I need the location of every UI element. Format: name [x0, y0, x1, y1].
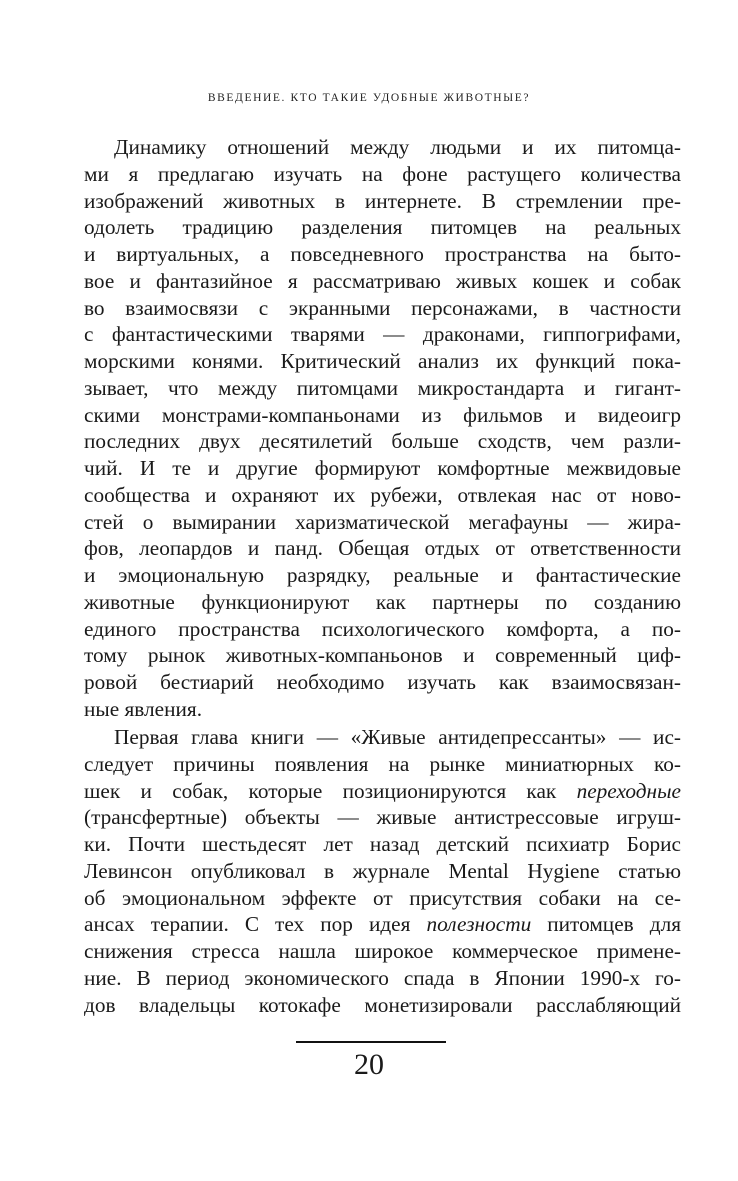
text-segment: об эмоциональном эффекте от присутствия собаки на се-: [84, 885, 681, 910]
text-segment: животные функционируют как партнеры по созданию: [84, 589, 681, 614]
text-line: [84, 241, 681, 268]
body-text: [84, 134, 681, 1018]
text-line: [84, 885, 681, 912]
text-line: [84, 321, 681, 348]
text-segment: ки. Почти шестьдесят лет назад детский психиатр Борис: [84, 832, 681, 856]
text-line: [84, 295, 681, 322]
text-segment: стей о вымирании харизматической мегафауны — жира-: [84, 509, 681, 534]
italic-text: переходные: [576, 778, 681, 803]
text-line: [84, 616, 681, 643]
text-line: [84, 724, 681, 751]
text-line: [84, 375, 681, 402]
text-line: [84, 696, 681, 723]
text-line: [84, 804, 681, 831]
text-line: [84, 482, 681, 509]
text-segment: и виртуальных, а повседневного пространства на быто-: [84, 242, 681, 266]
text-line: [84, 669, 681, 696]
text-line: [84, 348, 681, 375]
text-line: [84, 134, 681, 161]
page-number: 20: [354, 1048, 384, 1081]
text-segment: Левинсон опубликовал в журнале Mental Hygiene статью: [84, 858, 681, 883]
text-segment: зывает, что между питомцами микростандарта и гигант-: [84, 375, 681, 400]
footer-rule: [296, 1041, 446, 1043]
text-line: [84, 589, 681, 616]
text-segment: следует причины появления на рынке миниатюрных ко-: [84, 751, 681, 776]
text-line: [84, 911, 681, 938]
text-segment: ансах терапии. С тех пор идея: [84, 912, 427, 937]
text-line: [84, 535, 681, 562]
text-segment: скими монстрами-компаньонами из фильмов и видеоигр: [84, 402, 681, 427]
text-segment: морскими конями. Критический анализ их функций пока-: [84, 349, 681, 373]
text-line: [84, 509, 681, 536]
text-segment: с фантастическими тварями — драконами, гиппогрифами,: [84, 322, 681, 347]
italic-text: полезности: [426, 912, 532, 937]
paragraph: [84, 134, 681, 723]
text-line: [84, 965, 681, 992]
text-segment: последних двух десятилетий больше сходств, чем разли-: [84, 429, 681, 454]
text-segment: единого пространства психологического комфорта, а по-: [84, 616, 681, 641]
text-line: [84, 938, 681, 965]
text-line: [84, 642, 681, 669]
text-line: [84, 562, 681, 589]
text-line: [84, 402, 681, 429]
text-segment: и эмоциональную разрядку, реальные и фантастические: [84, 563, 681, 587]
text-line: [84, 751, 681, 778]
text-line: [84, 831, 681, 858]
text-line: [84, 268, 681, 295]
text-segment: сообщества и охраняют их рубежи, отвлекая нас от ново-: [84, 482, 681, 507]
paragraph: [84, 724, 681, 1018]
text-segment: чий. И те и другие формируют комфортные межвидовые: [84, 456, 681, 480]
text-segment: тому рынок животных-компаньонов и современный циф-: [84, 643, 681, 668]
text-segment: Динамику отношений между людьми и их питомца-: [114, 135, 681, 159]
text-line: [84, 992, 681, 1019]
text-segment: во взаимосвязи с экранными персонажами, в частности: [84, 295, 681, 320]
text-segment: ние. В период экономического спада в Японии 1990-х го-: [84, 965, 681, 990]
text-segment: ми я предлагаю изучать на фоне растущего количества: [84, 161, 681, 186]
text-segment: вое и фантазийное я рассматриваю живых кошек и собак: [84, 268, 681, 293]
text-line: [84, 428, 681, 455]
text-segment: дов владельцы котокафе монетизировали расслабляющий: [84, 992, 681, 1017]
text-segment: (трансфертные) объекты — живые антистрессовые игруш-: [84, 805, 681, 830]
text-line: [84, 858, 681, 885]
running-head: ВВЕДЕНИЕ. КТО ТАКИЕ УДОБНЫЕ ЖИВОТНЫЕ?: [207, 92, 531, 104]
text-segment: Первая глава книги — «Живые антидепрессанты» — ис-: [114, 725, 681, 749]
text-segment: шек и собак, которые позиционируются как: [84, 778, 577, 803]
text-segment: ные явления.: [84, 696, 203, 721]
text-segment: одолеть традицию разделения питомцев на реальных: [84, 215, 681, 240]
text-segment: изображений животных в интернете. В стремлении пре-: [84, 188, 681, 213]
text-line: [84, 214, 681, 241]
text-line: [84, 188, 681, 215]
text-segment: ровой бестиарий необходимо изучать как взаимосвязан-: [84, 670, 681, 694]
text-segment: питомцев для: [531, 912, 682, 937]
text-segment: снижения стресса нашла широкое коммерческое примене-: [84, 939, 681, 963]
text-line: [84, 161, 681, 188]
text-line: [84, 778, 681, 805]
text-line: [84, 455, 681, 482]
text-segment: фов, леопардов и панд. Обещая отдых от ответственности: [84, 536, 681, 561]
